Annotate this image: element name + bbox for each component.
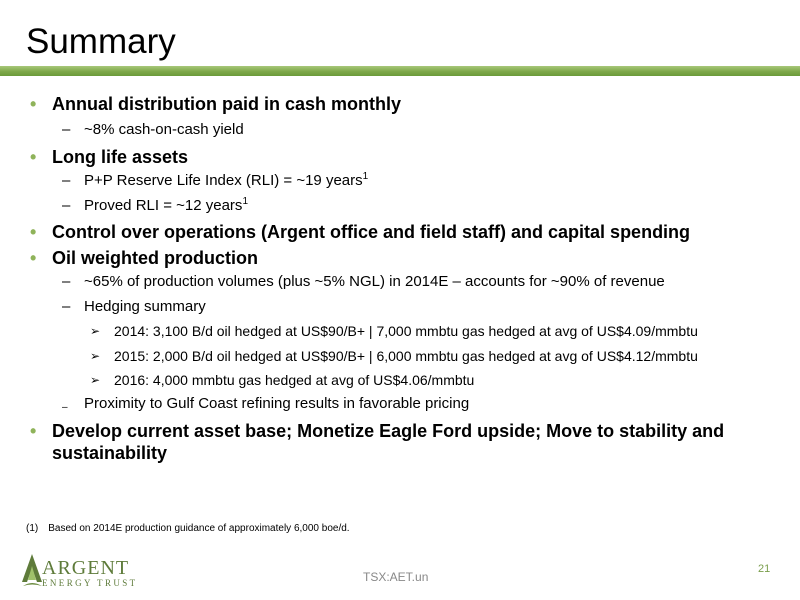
pp-rli-text: P+P Reserve Life Index (RLI) = ~19 years (84, 172, 363, 189)
arrow-bullet-icon: ➢ (90, 324, 101, 338)
sub-bullet-hedging-summary: – Hedging summary (62, 298, 206, 315)
dash-icon: – (62, 298, 71, 315)
logo-main-text: ARGENT (42, 557, 130, 579)
footnote-ref: 1 (362, 171, 369, 182)
page-number: 21 (758, 563, 771, 575)
title-underline-bar (0, 66, 800, 76)
dash-icon: – (62, 121, 71, 138)
hedge-item-2014: ➢ 2014: 3,100 B/d oil hedged at US$90/B+ | 7,000 mmbtu gas hedged at avg of US$4.09/mmbtu (90, 323, 698, 339)
dash-icon: – (62, 197, 71, 214)
bullet-oil-weighted: • Oil weighted production (30, 248, 258, 268)
logo-wordmark (42, 558, 138, 589)
bullet-dot-icon: • (30, 147, 37, 167)
bullet-dot-icon: • (30, 248, 37, 268)
sub-bullet-production-volumes: – ~65% of production volumes (plus ~5% NGL) in 2014E – accounts for ~90% of revenue (62, 273, 665, 290)
footnote-ref: 1 (242, 196, 248, 207)
sub-bullet-yield: – ~8% cash-on-cash yield (62, 121, 244, 138)
ticker-symbol: TSX:AET.un (363, 570, 429, 584)
bullet-dot-icon: • (30, 421, 37, 441)
sub-bullet-gulf-coast: – Proximity to Gulf Coast refining results in favorable pricing (62, 395, 782, 413)
hedge-item-2016: ➢ 2016: 4,000 mmbtu gas hedged at avg of US$4.06/mmbtu (90, 372, 475, 388)
dash-icon: – (62, 273, 71, 290)
footnote-number: (1) (26, 523, 39, 534)
sub-bullet-pp-rli (62, 172, 782, 190)
bullet-long-life-assets: • Long life assets (30, 147, 189, 167)
bullet-control-operations: • Control over operations (Argent office and field staff) and capital spending (30, 222, 691, 242)
footnote-text: Based on 2014E production guidance of approximately 6,000 boe/d. (48, 523, 350, 534)
sub-bullet-proved-rli (62, 197, 782, 215)
arrow-bullet-icon: ➢ (90, 349, 101, 363)
dash-icon: – (62, 172, 71, 189)
hedge-item-2015: ➢ 2015: 2,000 B/d oil hedged at US$90/B+ | 6,000 mmbtu gas hedged at avg of US$4.12/mmbtu (90, 348, 698, 364)
proved-rli-text: Proved RLI = ~12 years (84, 197, 243, 214)
arrow-bullet-icon: ➢ (90, 373, 101, 387)
footnote (26, 523, 350, 534)
bullet-dot-icon: • (30, 94, 37, 114)
bullet-dot-icon: • (30, 222, 37, 242)
bullet-annual-distribution: • Annual distribution paid in cash monthly (30, 94, 402, 114)
dash-icon: – (62, 402, 68, 413)
logo-sub-text: ENERGY TRUST (42, 578, 138, 588)
page-title: Summary (26, 22, 176, 61)
bullet-develop-asset-base: • Develop current asset base; Monetize Eagle Ford upside; Move to stability and sustainability (30, 421, 725, 463)
